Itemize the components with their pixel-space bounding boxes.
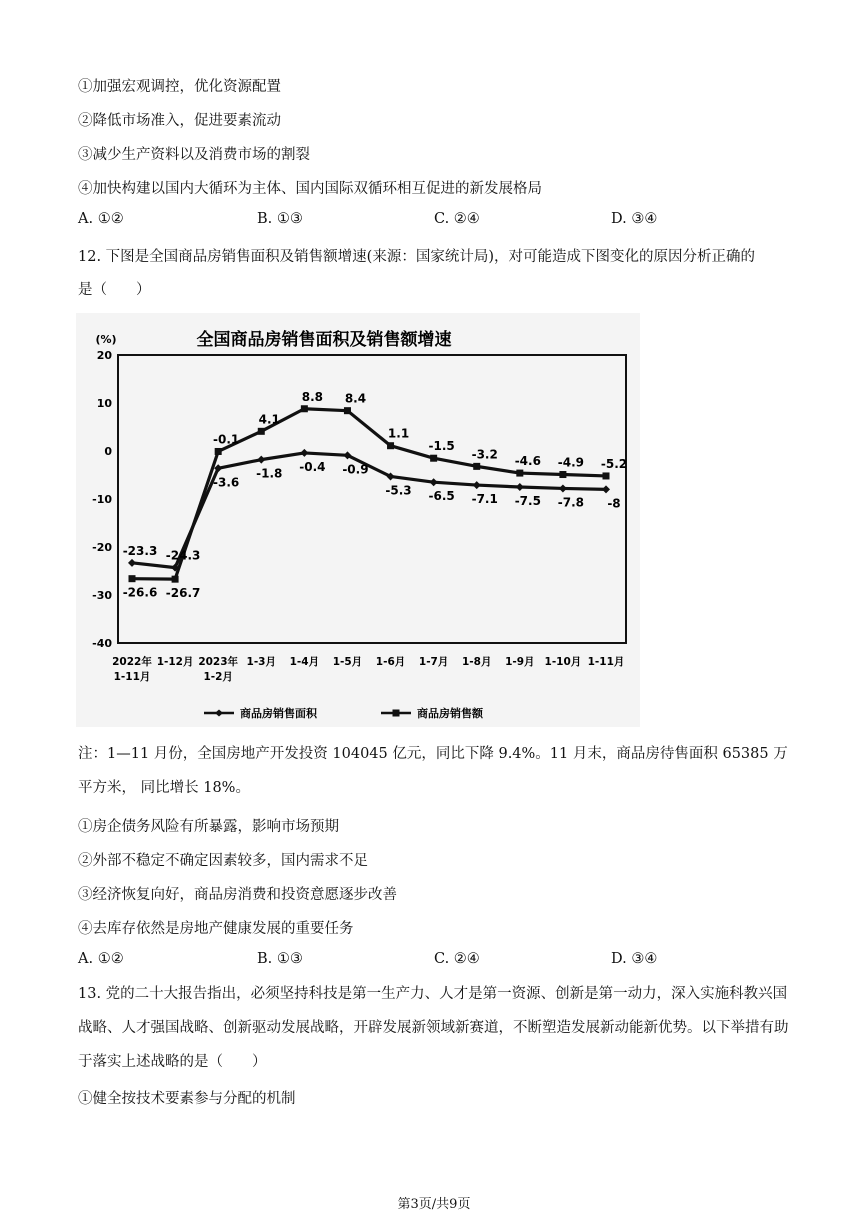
- q13-item-1: ①健全按技术要素参与分配的机制: [78, 1091, 296, 1107]
- data-point-area: [430, 478, 438, 486]
- data-point-area: [257, 456, 265, 464]
- data-label-amount: 4.1: [258, 412, 280, 427]
- q12-note: [78, 737, 794, 805]
- x-tick-label: 1-9月: [505, 656, 535, 668]
- x-tick-label-line2: 1-11月: [113, 671, 151, 683]
- data-label-area: -8: [607, 496, 621, 511]
- data-label-amount: 8.8: [301, 389, 323, 404]
- data-point-amount: [387, 442, 394, 449]
- data-label-area: -3.6: [213, 475, 240, 490]
- chart-title: 全国商品房销售面积及销售额增速: [196, 330, 452, 350]
- sales-growth-chart: [76, 313, 640, 727]
- q11-option-d[interactable]: D. ③④: [611, 211, 658, 227]
- q11-item-4: ④加快构建以国内大循环为主体、国内国际双循环相互促进的新发展格局: [78, 181, 542, 197]
- x-tick-labels: [112, 655, 624, 683]
- page-footer: 第3页/共9页: [397, 1197, 471, 1212]
- x-tick-label: 1-4月: [289, 656, 320, 668]
- data-point-area: [128, 559, 136, 567]
- data-point-amount: [430, 455, 437, 462]
- q12-note-line2: 平方米， 同比增长 18%。: [78, 780, 250, 796]
- data-label-amount: -26.7: [165, 586, 201, 601]
- data-point-amount: [603, 472, 610, 479]
- chart-svg: [76, 313, 640, 727]
- q13-stem: 13. 党的二十大报告指出，必须坚持科技是第一生产力、人才是第一资源、创新是第一动力，深入实施科教兴国战略、人才强国战略、创新驱动发展战略，开辟发展新领域新赛道，不断塑造发展新动能新优势。以下举措有助于落实上述战略的是（ ）: [78, 986, 789, 1070]
- data-point-amount: [344, 407, 351, 414]
- data-point-area: [473, 481, 481, 489]
- x-tick-label: 2023年: [198, 656, 239, 668]
- data-point-area: [300, 449, 308, 457]
- data-point-amount: [516, 470, 523, 477]
- data-label-area: -1.8: [256, 466, 283, 481]
- x-tick-label-line2: 1-2月: [203, 671, 233, 683]
- q12-item-1: ①房企债务风险有所暴露，影响市场预期: [78, 819, 339, 835]
- q12-option-b[interactable]: B. ①③: [257, 951, 303, 967]
- data-label-amount: -4.9: [557, 455, 585, 470]
- y-tick-label: 0: [104, 445, 112, 458]
- data-point-amount: [473, 463, 480, 470]
- q12-option-c[interactable]: C. ②④: [434, 951, 480, 967]
- data-point-area: [602, 485, 610, 493]
- data-label-area: -23.3: [122, 543, 158, 558]
- x-tick-label: 1-7月: [418, 656, 449, 668]
- data-label-amount: 1.1: [387, 426, 410, 441]
- data-label-amount: -0.1: [213, 432, 240, 447]
- data-label-area: -7.8: [557, 495, 585, 510]
- y-tick-label: -30: [92, 589, 112, 602]
- x-tick-label: 1-11月: [587, 656, 625, 668]
- q12-stem-line1: 12. 下图是全国商品房销售面积及销售额增速(来源：国家统计局)，对可能造成下图变化的原因分析正确的: [78, 249, 755, 265]
- q11-item-3: ③减少生产资料以及消费市场的割裂: [78, 147, 310, 163]
- y-axis-unit: (%): [95, 333, 117, 346]
- data-point-area: [559, 484, 567, 492]
- data-label-area: -0.9: [342, 462, 369, 477]
- data-label-area: -5.3: [385, 483, 412, 498]
- q11-option-b[interactable]: B. ①③: [257, 211, 303, 227]
- q12-item-3: ③经济恢复向好，商品房消费和投资意愿逐步改善: [78, 887, 397, 903]
- legend-marker-amount: [393, 710, 400, 717]
- data-label-amount: -3.2: [471, 447, 498, 462]
- x-tick-label: 2022年: [112, 656, 152, 668]
- x-tick-label: 1-3月: [246, 656, 277, 668]
- y-tick-label: -40: [92, 637, 112, 650]
- legend: [204, 706, 484, 720]
- q12-stem-line2: 是（ ）: [78, 282, 151, 298]
- data-label-area: -24.3: [165, 548, 201, 563]
- q11-item-1: ①加强宏观调控，优化资源配置: [78, 79, 281, 95]
- data-labels: [123, 390, 627, 600]
- data-label-amount: -5.2: [600, 456, 628, 471]
- data-label-amount: 8.4: [344, 391, 367, 406]
- x-tick-label: 1-5月: [332, 656, 363, 668]
- x-tick-label: 1-12月: [156, 656, 194, 668]
- q11-item-2: ②降低市场准入，促进要素流动: [78, 113, 281, 129]
- y-tick-label: 20: [96, 349, 112, 362]
- q11-option-c[interactable]: C. ②④: [434, 211, 480, 227]
- data-point-area: [516, 483, 524, 491]
- y-tick-labels: [92, 349, 112, 650]
- legend-label-amount: 商品房销售额: [417, 707, 483, 720]
- x-tick-label: 1-6月: [375, 656, 406, 668]
- q11-option-a[interactable]: A. ①②: [78, 211, 124, 227]
- data-label-amount: -1.5: [428, 439, 455, 454]
- q12-note-line1: 注：1—11 月份，全国房地产开发投资 104045 亿元，同比下降 9.4%。11 月末，商品房待售面积 65385 万: [78, 746, 788, 762]
- data-label-amount: -4.6: [514, 454, 541, 469]
- data-label-amount: -26.6: [122, 585, 158, 600]
- data-label-area: -0.4: [299, 459, 326, 474]
- q12-item-4: ④去库存依然是房地产健康发展的重要任务: [78, 921, 354, 937]
- data-label-area: -7.1: [471, 492, 498, 507]
- data-point-amount: [172, 576, 179, 583]
- q12-option-d[interactable]: D. ③④: [611, 951, 658, 967]
- legend-marker-area: [215, 710, 223, 717]
- x-tick-label: 1-8月: [461, 656, 492, 668]
- data-label-area: -7.5: [514, 494, 541, 508]
- y-tick-label: 10: [96, 397, 112, 410]
- q12-item-2: ②外部不稳定不确定因素较多，国内需求不足: [78, 853, 368, 869]
- data-point-amount: [301, 405, 308, 412]
- y-tick-label: -10: [92, 493, 112, 506]
- legend-label-area: 商品房销售面积: [240, 707, 317, 720]
- data-point-amount: [258, 428, 265, 435]
- data-label-area: -6.5: [428, 489, 455, 504]
- data-point-amount: [559, 471, 566, 478]
- x-tick-label: 1-10月: [544, 656, 582, 668]
- series-line-area: [132, 453, 606, 568]
- data-point-amount: [215, 448, 222, 455]
- y-tick-label: -20: [92, 541, 112, 554]
- q12-option-a[interactable]: A. ①②: [78, 951, 124, 967]
- data-point-amount: [129, 575, 136, 582]
